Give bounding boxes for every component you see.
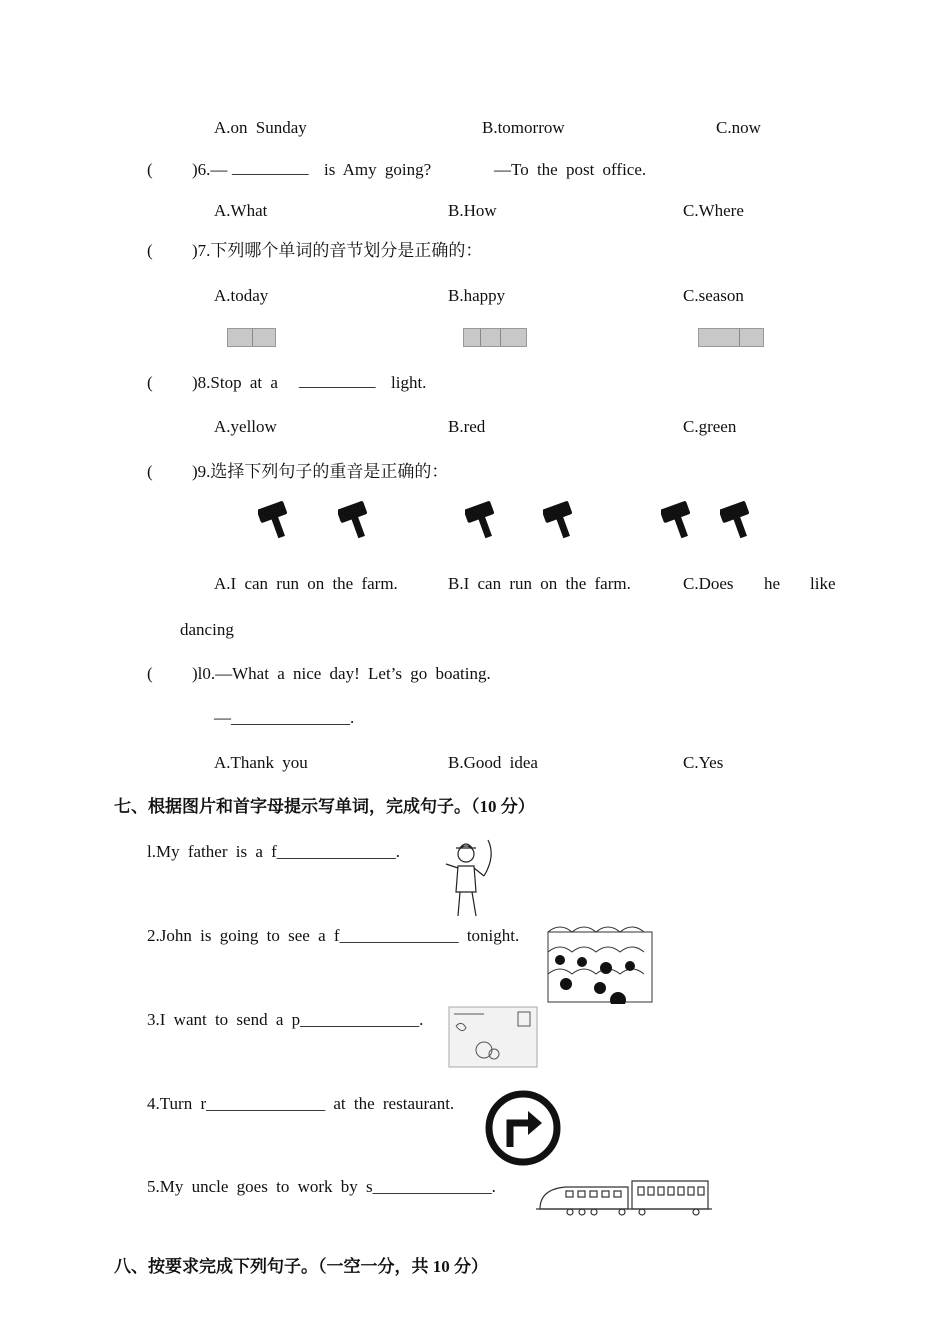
q5-option-b: B.tomorrow	[482, 118, 565, 137]
q7-option-b: B.happy	[448, 286, 506, 305]
q7-paren: (	[147, 241, 153, 260]
q5-option-a: A.on Sunday	[214, 118, 307, 137]
q6-blank[interactable]: _________	[232, 158, 309, 177]
q10-paren: (	[147, 664, 153, 683]
q9-option-c-word3: like	[810, 574, 836, 593]
q6-paren: (	[147, 160, 153, 179]
s7-item-3[interactable]: 3.I want to send a p______________.	[147, 1010, 424, 1029]
q6-option-a: A.What	[214, 201, 268, 220]
q9-option-c-continued: dancing	[180, 620, 234, 639]
q7-option-c: C.season	[683, 286, 744, 305]
q9-option-a: A.I can run on the farm.	[214, 574, 398, 593]
q6-stem-rest: is Amy going?	[324, 160, 432, 179]
q10-option-a: A.Thank you	[214, 753, 308, 772]
postcard-icon	[448, 1006, 538, 1068]
syllable-boxes-c	[698, 328, 764, 347]
q8-option-c: C.green	[683, 417, 737, 436]
q10-option-c: C.Yes	[683, 753, 724, 772]
q10-reply-blank[interactable]: —______________.	[214, 708, 355, 727]
q6-stem: )6.—	[192, 160, 228, 179]
q10-option-b: B.Good idea	[448, 753, 538, 772]
q7-option-a: A.today	[214, 286, 269, 305]
section7-title: 七、根据图片和首字母提示写单词，完成句子。（10 分）	[114, 797, 535, 816]
s7-item-2[interactable]: 2.John is going to see a f______________ tonight.	[147, 926, 520, 945]
q9-option-b: B.I can run on the farm.	[448, 574, 631, 593]
q6-option-c: C.Where	[683, 201, 744, 220]
q6-reply: —To the post office.	[494, 160, 647, 179]
syllable-boxes-a	[227, 328, 276, 347]
stress-hammer-icon	[465, 500, 501, 542]
q9-stem: )9.选择下列句子的重音是正确的：	[192, 462, 449, 481]
q8-stem-rest: light.	[391, 373, 427, 392]
q8-option-a: A.yellow	[214, 417, 277, 436]
q8-paren: (	[147, 373, 153, 392]
turn-right-sign-icon	[484, 1089, 562, 1167]
q9-paren: (	[147, 462, 153, 481]
s7-item-4[interactable]: 4.Turn r______________ at the restaurant.	[147, 1094, 455, 1113]
syllable-boxes-b	[463, 328, 527, 347]
q8-option-b: B.red	[448, 417, 486, 436]
q9-option-c-word1: C.Does	[683, 574, 734, 593]
stress-hammer-icon	[258, 500, 294, 542]
cinema-audience-icon	[546, 918, 654, 1004]
q6-option-b: B.How	[448, 201, 497, 220]
section8-title: 八、按要求完成下列句子。（一空一分，共 10 分）	[114, 1257, 488, 1276]
farmer-icon	[436, 836, 500, 920]
q5-option-c: C.now	[716, 118, 761, 137]
stress-hammer-icon	[661, 500, 697, 542]
s7-item-5[interactable]: 5.My uncle goes to work by s______________.	[147, 1177, 496, 1196]
stress-hammer-icon	[543, 500, 579, 542]
q9-option-c-word2: he	[764, 574, 781, 593]
q7-stem: )7.下列哪个单词的音节划分是正确的：	[192, 241, 483, 260]
stress-hammer-icon	[338, 500, 374, 542]
q8-blank[interactable]: _________	[299, 371, 376, 390]
train-icon	[536, 1175, 712, 1217]
q8-stem: )8.Stop at a	[192, 373, 278, 392]
q10-stem: )l0.—What a nice day! Let’s go boating.	[192, 664, 491, 683]
s7-item-1[interactable]: l.My father is a f______________.	[147, 842, 401, 861]
stress-hammer-icon	[720, 500, 756, 542]
